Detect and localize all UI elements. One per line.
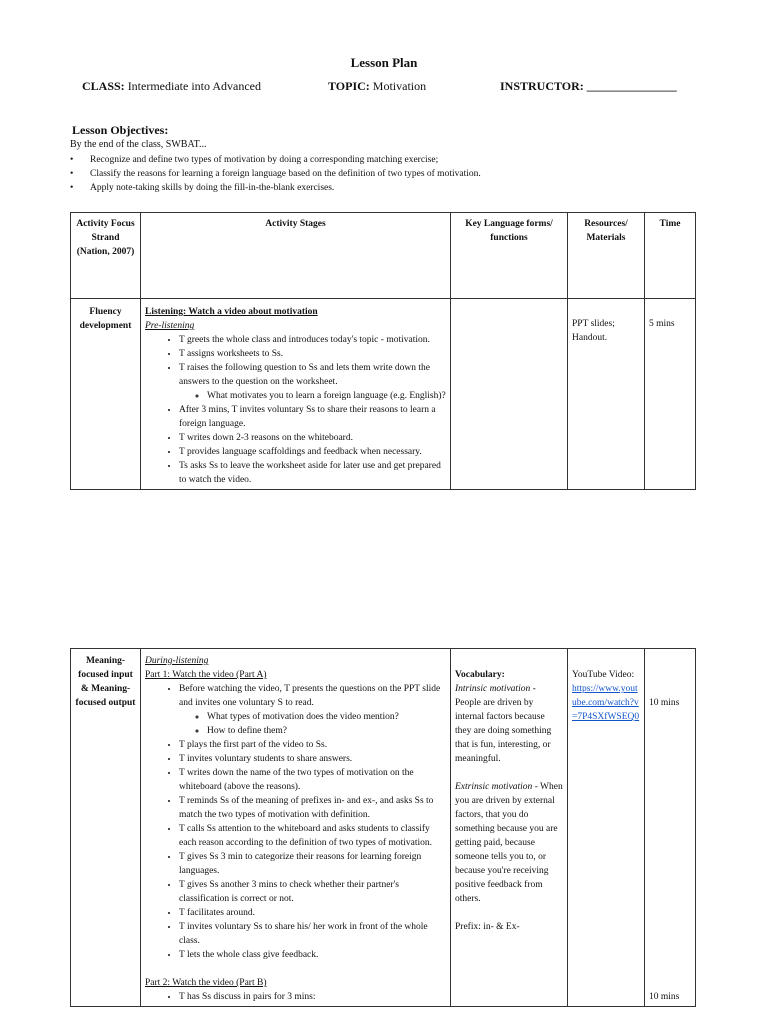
objective-item: • Recognize and define two types of motivation by doing a corresponding matching exercise; [70, 153, 710, 167]
objective-item: • Apply note-taking skills by doing the fill-in-the-blank exercises. [70, 181, 710, 195]
list-item: • T plays the first part of the video to Ss. [179, 738, 446, 752]
list-item: • T provides language scaffoldings and feedback when necessary. [179, 445, 446, 459]
time-part1: 10 mins [649, 698, 680, 708]
table-header-row [71, 213, 696, 299]
header-stages: Activity Stages [141, 213, 451, 299]
activity-title: Listening: Watch a video about motivation [145, 307, 318, 317]
class-info: CLASS: Intermediate into Advanced [82, 79, 261, 93]
focus-cell: Fluency development [71, 299, 141, 490]
instructor-info: INSTRUCTOR: _______________ [500, 79, 677, 93]
stages-cell [141, 649, 451, 1007]
stage-bullets [145, 333, 446, 487]
list-item: • T facilitates around. [179, 906, 446, 920]
topic-info: TOPIC: Motivation [328, 79, 427, 93]
list-item: • T reminds Ss of the meaning of prefixes in- and ex-, and asks Ss to match the two types of motivation with definition. [179, 794, 446, 822]
table-row [71, 649, 696, 1007]
list-item: • Ts asks Ss to leave the worksheet aside for later use and get prepared to watch the video. [179, 459, 446, 487]
phase-label: During-listening [145, 656, 209, 666]
header-language: Key Language forms/ functions [451, 213, 568, 299]
sub-list-item: ◦ How to define them? [207, 724, 446, 738]
intrinsic-definition: Intrinsic motivation - People are driven by internal factors because they are doing something that is fun, interesting, or meaningful. [455, 684, 552, 764]
list-item: • T writes down the name of the two types of motivation on the whiteboard (above the reasons). [179, 766, 446, 794]
resources-label: YouTube Video: [572, 670, 635, 680]
resources-cell [568, 649, 645, 1007]
time-cell [645, 649, 696, 1007]
phase-label: Pre-listening [145, 321, 195, 331]
language-cell [451, 299, 568, 490]
list-item: • T calls Ss attention to the whiteboard and asks students to classify each reason according to the definition of two types of motivation. [179, 822, 446, 850]
resources-cell: PPT slides; Handout. [568, 299, 645, 490]
list-item: • T invites voluntary Ss to share his/ her work in front of the whole class. [179, 920, 446, 948]
list-item: • After 3 mins, T invites voluntary Ss to share their reasons to learn a foreign language. [179, 403, 446, 431]
part2-title: Part 2: Watch the video (Part B) [145, 978, 267, 988]
list-item: • T greets the whole class and introduces today's topic - motivation. [179, 333, 446, 347]
list-item: • T has Ss discuss in pairs for 3 mins: [179, 990, 446, 1004]
header-resources: Resources/ Materials [568, 213, 645, 299]
focus-cell: Meaning-focused input & Meaning-focused output [71, 649, 141, 1007]
list-item: • T gives Ss another 3 mins to check whether their partner's classification is correct or not. [179, 878, 446, 906]
list-item: • T gives Ss 3 min to categorize their reasons for learning foreign languages. [179, 850, 446, 878]
sub-list-item: ◦ What types of motivation does the video mention? [207, 710, 446, 724]
header-time: Time [645, 213, 696, 299]
sub-list-item: ◦ What motivates you to learn a foreign language (e.g. English)? [207, 389, 446, 403]
objectives-heading: Lesson Objectives: [72, 123, 169, 137]
list-item: • T writes down 2-3 reasons on the whiteboard. [179, 431, 446, 445]
header-focus: Activity Focus Strand (Nation, 2007) [71, 213, 141, 299]
page-title: Lesson Plan [350, 55, 418, 70]
part2-bullets [145, 990, 446, 1004]
list-item: • T raises the following question to Ss and lets them write down the answers to the question on the worksheet. ◦ What motivates you to learn a foreign language (e.g. English)? [179, 361, 446, 403]
lesson-table-page1 [70, 212, 696, 490]
time-part2: 10 mins [649, 992, 680, 1002]
list-item: • T assigns worksheets to Ss. [179, 347, 446, 361]
stages-cell [141, 299, 451, 490]
language-cell [451, 649, 568, 1007]
list-item: • Before watching the video, T presents the questions on the PPT slide and invites one voluntary S to read. ◦ What types of motivation does the video mention? ◦ How to define them? [179, 682, 446, 738]
part1-bullets [145, 682, 446, 962]
youtube-link[interactable]: https://www.youtube.com/watch?v=7P4SXfWSEQ0 [572, 684, 640, 722]
time-cell: 5 mins [645, 299, 696, 490]
part1-title: Part 1: Watch the video (Part A) [145, 670, 267, 680]
objectives-intro: By the end of the class, SWBAT... [70, 139, 207, 150]
table-row [71, 299, 696, 490]
list-item: • T invites voluntary students to share answers. [179, 752, 446, 766]
objective-item: • Classify the reasons for learning a foreign language based on the definition of two types of motivation. [70, 167, 710, 181]
vocab-heading: Vocabulary: [455, 670, 505, 680]
prefix-note: Prefix: in- & Ex- [455, 922, 520, 932]
list-item: • T lets the whole class give feedback. [179, 948, 446, 962]
extrinsic-definition: Extrinsic motivation - When you are driven by external factors, that you do something because you are getting paid, because someone tells you to, or because you're receiving positive feedback from others. [455, 782, 563, 904]
lesson-table-page2 [70, 648, 696, 1007]
objectives-list [70, 153, 710, 195]
